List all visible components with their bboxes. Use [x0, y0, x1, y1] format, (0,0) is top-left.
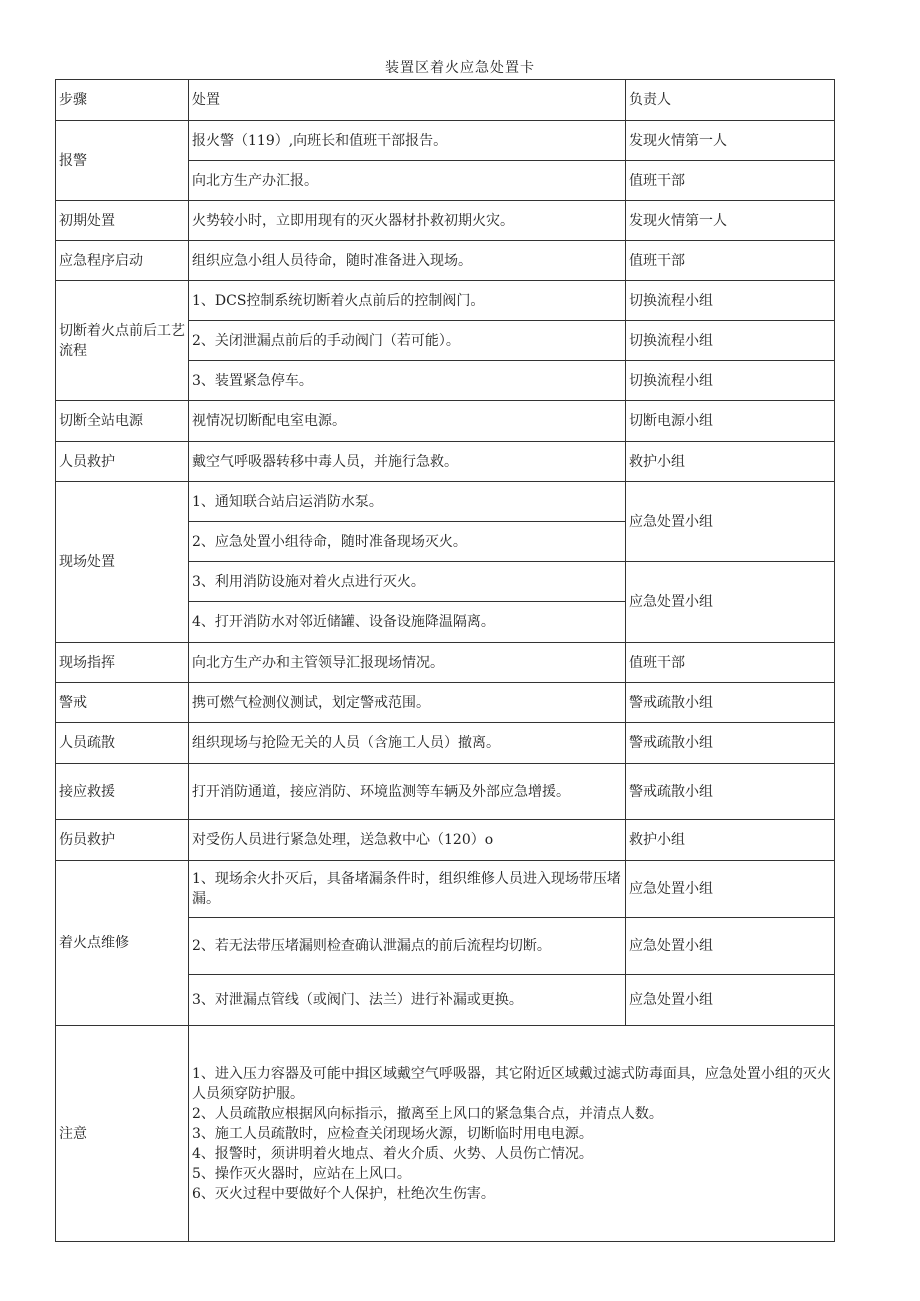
emergency-card-table	[55, 79, 835, 1242]
action-cell: 3、装置紧急停车。	[189, 361, 626, 401]
action-cell: 组织应急小组人员待命，随时准备进入现场。	[189, 241, 626, 281]
table-row	[56, 820, 835, 861]
action-cell: 向北方生产办和主管领导汇报现场情况。	[189, 643, 626, 683]
action-cell: 2、若无法带压堵漏则检查确认泄漏点的前后流程均切断。	[189, 918, 626, 975]
header-row	[56, 80, 835, 121]
step-cell: 切断着火点前后工艺流程	[56, 281, 189, 401]
action-cell: 视情况切断配电室电源。	[189, 401, 626, 442]
note-item: 2、人员疏散应根据风向标指示，撤离至上风口的紧急集合点，并清点人数。	[192, 1105, 663, 1122]
owner-cell: 应急处置小组	[626, 975, 835, 1026]
owner-cell: 切换流程小组	[626, 321, 835, 361]
action-cell: 4、打开消防水对邻近储罐、设备设施降温隔离。	[189, 602, 626, 643]
step-cell: 现场处置	[56, 482, 189, 643]
action-cell: 2、关闭泄漏点前后的手动阀门（若可能）。	[189, 321, 626, 361]
action-cell: 火势较小时，立即用现有的灭火器材扑救初期火灾。	[189, 201, 626, 241]
action-cell: 1、现场余火扑灭后，具备堵漏条件时，组织维修人员进入现场带压堵漏。	[189, 861, 626, 918]
step-cell: 报警	[56, 121, 189, 201]
owner-cell: 值班干部	[626, 161, 835, 201]
note-item: 5、操作灭火器时，应站在上风口。	[192, 1165, 411, 1182]
note-item: 6、灭火过程中要做好个人保护，杜绝次生伤害。	[192, 1185, 495, 1202]
owner-cell: 救护小组	[626, 442, 835, 482]
action-cell: 戴空气呼吸器转移中毒人员，并施行急救。	[189, 442, 626, 482]
step-cell: 伤员救护	[56, 820, 189, 861]
card-title: 装置区着火应急处置卡	[385, 60, 535, 76]
action-cell: 组织现场与抢险无关的人员（含施工人员）撤离。	[189, 723, 626, 764]
action-cell: 携可燃气检测仪测试，划定警戒范围。	[189, 683, 626, 723]
owner-cell: 应急处置小组	[626, 861, 835, 918]
header-step: 步骤	[56, 80, 189, 121]
owner-cell: 应急处置小组	[626, 918, 835, 975]
table-row	[56, 442, 835, 482]
step-cell: 初期处置	[56, 201, 189, 241]
action-cell: 1、DCS控制系统切断着火点前后的控制阀门。	[189, 281, 626, 321]
step-cell: 应急程序启动	[56, 241, 189, 281]
step-cell: 接应救援	[56, 764, 189, 820]
note-item: 1、进入压力容器及可能中揖区域戴空气呼吸器，其它附近区域戴过滤式防毒面具，应急处置小组的灭火人员须穿防护服。	[192, 1065, 831, 1102]
action-cell: 向北方生产办汇报。	[189, 161, 626, 201]
table-row	[56, 723, 835, 764]
notes-cell	[189, 1026, 835, 1242]
table-row	[56, 643, 835, 683]
table-row	[56, 121, 835, 161]
action-cell: 打开消防通道，接应消防、环境监测等车辆及外部应急增援。	[189, 764, 626, 820]
action-cell: 1、通知联合站启运消防水泵。	[189, 482, 626, 522]
step-cell: 切断全站电源	[56, 401, 189, 442]
action-cell: 对受伤人员进行紧急处理，送急救中心（120）o	[189, 820, 626, 861]
owner-cell: 切断电源小组	[626, 401, 835, 442]
owner-cell: 应急处置小组	[626, 562, 835, 643]
table-row	[56, 201, 835, 241]
table-row	[56, 482, 835, 522]
step-cell: 警戒	[56, 683, 189, 723]
table-row	[56, 764, 835, 820]
header-action: 处置	[189, 80, 626, 121]
owner-cell: 应急处置小组	[626, 482, 835, 562]
step-cell: 注意	[56, 1026, 189, 1242]
table-row	[56, 683, 835, 723]
owner-cell: 值班干部	[626, 241, 835, 281]
note-item: 4、报警时，须讲明着火地点、着火介质、火势、人员伤亡情况。	[192, 1145, 593, 1162]
action-cell: 报火警（119）,向班长和值班干部报告。	[189, 121, 626, 161]
notes-row	[56, 1026, 835, 1242]
owner-cell: 切换流程小组	[626, 361, 835, 401]
table-row	[56, 241, 835, 281]
step-cell: 人员救护	[56, 442, 189, 482]
action-cell: 2、应急处置小组待命，随时准备现场灭火。	[189, 522, 626, 562]
note-item: 3、施工人员疏散时，应检查关闭现场火源，切断临时用电电源。	[192, 1125, 593, 1142]
owner-cell: 警戒疏散小组	[626, 683, 835, 723]
table-row	[56, 861, 835, 918]
owner-cell: 发现火情第一人	[626, 201, 835, 241]
owner-cell: 救护小组	[626, 820, 835, 861]
step-cell: 着火点维修	[56, 861, 189, 1026]
action-cell: 3、对泄漏点管线（或阀门、法兰）进行补漏或更换。	[189, 975, 626, 1026]
table-row	[56, 401, 835, 442]
owner-cell: 切换流程小组	[626, 281, 835, 321]
header-owner: 负责人	[626, 80, 835, 121]
owner-cell: 发现火情第一人	[626, 121, 835, 161]
table-row	[56, 281, 835, 321]
action-cell: 3、利用消防设施对着火点进行灭火。	[189, 562, 626, 602]
owner-cell: 值班干部	[626, 643, 835, 683]
owner-cell: 警戒疏散小组	[626, 764, 835, 820]
step-cell: 现场指挥	[56, 643, 189, 683]
step-cell: 人员疏散	[56, 723, 189, 764]
owner-cell: 警戒疏散小组	[626, 723, 835, 764]
